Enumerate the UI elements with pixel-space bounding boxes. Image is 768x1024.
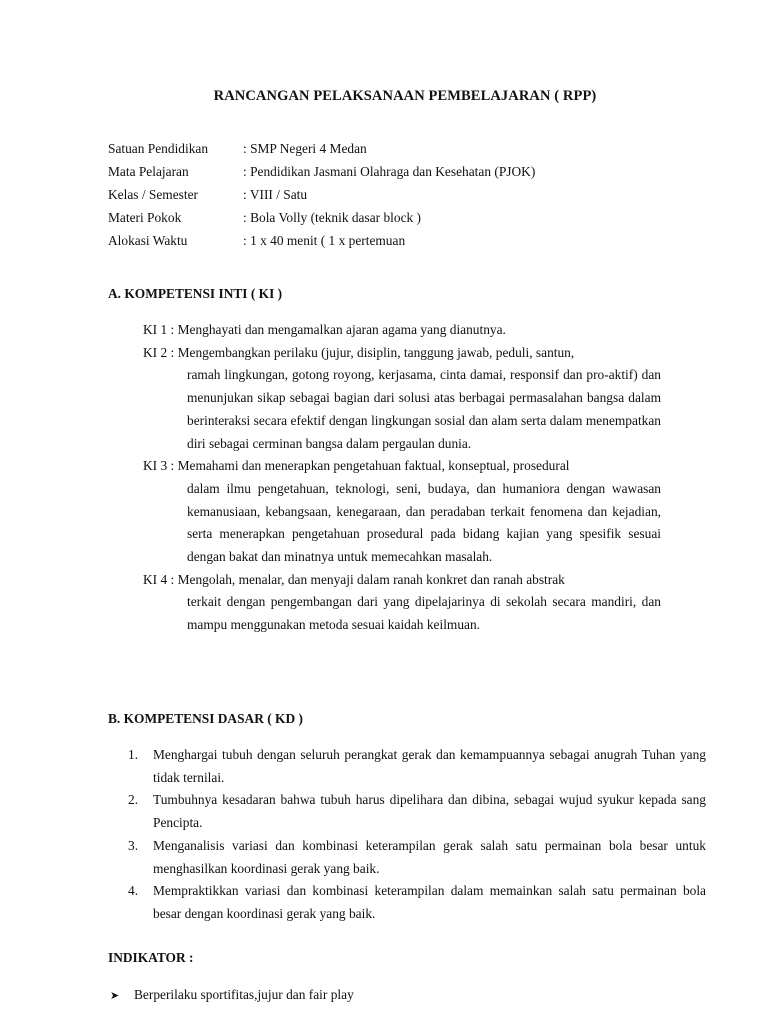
indikator-item (110, 985, 354, 1006)
ki-first-line: KI 1 : Menghayati dan mengamalkan ajaran agama yang dianutnya. (143, 322, 506, 337)
info-row (108, 186, 535, 209)
info-row (108, 209, 535, 232)
indikator-heading: INDIKATOR : (108, 950, 194, 965)
info-row (108, 163, 535, 186)
info-row (108, 140, 535, 163)
info-label: Satuan Pendidikan (108, 141, 209, 156)
info-label: Mata Pelajaran (108, 164, 189, 179)
info-value: : Bola Volly (teknik dasar block ) (243, 210, 422, 225)
indikator-text: Berperilaku sportifitas,jujur dan fair play (134, 987, 354, 1002)
kd-number: 2. (128, 792, 139, 808)
info-value: : VIII / Satu (243, 187, 308, 202)
info-value: : Pendidikan Jasmani Olahraga dan Kesehatan (PJOK) (243, 164, 536, 179)
info-table (108, 140, 535, 255)
ki-list (143, 319, 661, 637)
kd-item (128, 789, 706, 834)
ki-item (143, 342, 661, 456)
kd-number: 4. (128, 883, 139, 899)
kd-text: Menganalisis variasi dan kombinasi keterampilan gerak salah satu permainan bola besar untuk menghasilkan koordinasi gerak yang baik. (153, 837, 706, 876)
kd-text: Mempraktikkan variasi dan kombinasi keterampilan dalam memainkan salah satu permainan bola besar dengan koordinasi gerak yang baik. (153, 883, 706, 921)
page-title: RANCANGAN PELAKSANAAN PEMBELAJARAN ( RPP) (213, 88, 597, 104)
kd-item (128, 880, 706, 925)
arrowhead-bullet-icon: ➤ (110, 989, 120, 1002)
info-value: : 1 x 40 menit ( 1 x pertemuan (243, 233, 406, 248)
kd-list (128, 744, 706, 926)
info-label: Kelas / Semester (108, 187, 198, 202)
kd-item (128, 835, 706, 880)
info-value: : SMP Negeri 4 Medan (243, 141, 367, 156)
ki-continuation: dalam ilmu pengetahuan, teknologi, seni, budaya, dan humaniora dengan wawasan kemanusiaan, kebangsaan, kenegaraan, dan peradaban terkait fenomena dan kejadian, serta menerapkan pengetahuan prosedural pada bidang kajian yang spesifik sesuai dengan bakat dan minatnya untuk memecahkan masalah. (187, 480, 661, 565)
ki-first-line: KI 2 : Mengembangkan perilaku (jujur, disiplin, tanggung jawab, peduli, santun, (143, 344, 575, 360)
ki-first-line: KI 3 : Memahami dan menerapkan pengetahuan faktual, konseptual, prosedural (143, 458, 570, 474)
info-label: Materi Pokok (108, 210, 182, 225)
ki-continuation: ramah lingkungan, gotong royong, kerjasama, cinta damai, responsif dan pro-aktif) dan menunjukan sikap sebagai bagian dari solusi atas berbagai permasalahan bangsa dalam berinteraksi secara efektif dengan lingkungan sosial dan alam serta dalam menempatkan diri sebagai cerminan bangsa dalam pergaulan dunia. (187, 367, 661, 451)
ki-first-line: KI 4 : Mengolah, menalar, dan menyaji dalam ranah konkret dan ranah abstrak (143, 571, 565, 587)
info-row (108, 232, 535, 255)
ki-item (143, 455, 661, 569)
kd-item (128, 744, 706, 789)
kd-text: Tumbuhnya kesadaran bahwa tubuh harus dipelihara dan dibina, sebagai wujud syukur kepada sang Pencipta. (153, 792, 706, 831)
kd-number: 1. (128, 747, 139, 762)
ki-item (143, 569, 661, 637)
section-a-heading: A. KOMPETENSI INTI ( KI ) (108, 286, 283, 301)
info-label: Alokasi Waktu (108, 233, 188, 248)
ki-continuation: terkait dengan pengembangan dari yang dipelajarinya di sekolah secara mandiri, dan mampu menggunakan metoda sesuai kaidah keilmuan. (187, 594, 661, 633)
kd-text: Menghargai tubuh dengan seluruh perangkat gerak dan kemampuannya sebagai anugrah Tuhan yang tidak ternilai. (153, 747, 706, 785)
section-b-heading: B. KOMPETENSI DASAR ( KD ) (108, 711, 303, 726)
ki-item (143, 319, 661, 342)
kd-number: 3. (128, 837, 139, 853)
